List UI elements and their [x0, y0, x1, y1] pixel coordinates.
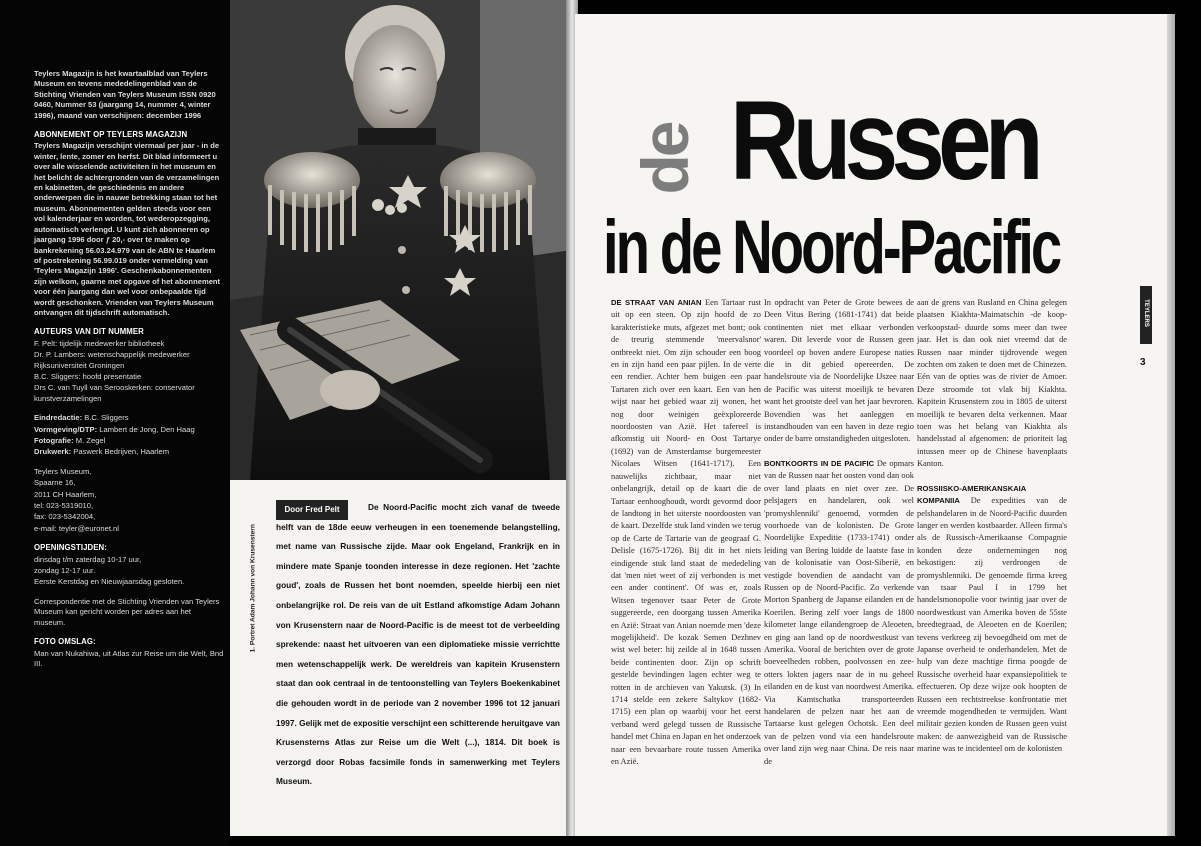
address-line: Spaarne 16,	[34, 478, 76, 488]
article-column-2	[764, 297, 914, 768]
credit-line: Drukwerk: Paswerk Bedrijven, Haarlem	[34, 447, 170, 457]
correspondence-text: Correspondentie met de Stichting Vrienden van Teylers Museum kan gericht worden per adres aan het museum.	[34, 596, 220, 627]
address-line: Teylers Museum,	[34, 466, 92, 476]
page-edge	[1167, 14, 1175, 836]
section-heading: ROSSIISKO-AMERIKANSKAIA KOMPANIIA	[917, 483, 1027, 506]
author-line: Drs C. van Tuyll van Serooskerken: conservator kunstverzamelingen	[34, 383, 195, 403]
title-de: de	[628, 123, 702, 195]
author-line: Dr. P. Lambers: wetenschappelijk medewerker Rijksuniversiteit Groningen	[34, 350, 190, 370]
author-line: F. Pelt: tijdelijk medewerker bibliotheek	[34, 338, 165, 348]
address-line: e-mail: teyler@euronet.nl	[34, 523, 119, 533]
section-heading: DE STRAAT VAN ANIAN	[611, 298, 702, 307]
article-column-1	[611, 297, 761, 768]
column-text: De expedities van de pelshandelaren in de Noord-Pacific duurden langer en werden kostbaarder. Alleen firma's als de Russisch-Amerikaanse Compagnie konden deze ondernemingen nog bekostigen: zij verdrongen de promyshlenniki. De genoemde firma kreeg van tsaar Paul I in 1799 het handelsmonopolie voor twintig jaar over de noordwestkust van Amerika boven de 55ste breedtegraad, de Aleoeten en de Koerilen; tevens verkreeg zij bevoegdheid om met de Japanse overheid te onderhandelen. Met de hulp van deze machtige firma poogde de Russische overheid haar expansiepolitiek te effectueren. Op deze wijze ook hoopten de Russen een rechtstreekse konfrontatie met vreemde mogendheden te vermijden. Want militair gezien konden de Russen geen vuist maken: de aanwezigheid van de Russische marine was te incidenteel om de kolonisten	[917, 496, 1068, 754]
section-heading: BONTKOORTS IN DE PACIFIC	[764, 458, 875, 468]
figure-caption: 1. Portret Adam Johann von Krusenstern	[249, 524, 257, 653]
credit-line: Eindredactie: B.C. Sliggers	[34, 413, 129, 423]
address-line: tel: 023-5319010,	[34, 501, 94, 511]
title-sub: in de Noord-Pacific	[603, 205, 1060, 290]
address-line: fax: 023-5342004,	[34, 512, 96, 522]
cover-text: Man van Nukahiwa, uit Atlas zur Reise um die Welt, Bnd III.	[34, 648, 224, 668]
author-label: Door Fred Pelt	[276, 500, 348, 520]
column-text: De opmars van de Russen naar het oosten vond dan ook over land plaats en niet over zee. De pelsjagers en handelaren, ook wel 'promyshlenniki' genoemd, vormden de voorhoede van de kolonisten. De Grote Noordelijke Expeditie (1733-1741) onder leiding van Bering luidde de laatste fase in van de kolonisatie van Oost-Siberië, en vestigde bovendien de aandacht van de Russen op de Noord-Pacific. Zo verkende Morton Spanberg de Japanse eilanden en de Koerilen. Bering zelf voer langs de 1800 kilometer lange eilandengroep de Aleoeten, en ging aan land op de noordwestkust van Amerika. Vooral de berichten over de grote boeveelheden robben, poolvossen en zee-otters lokten jagers naar de in nu geheel eilanden en de kust van noordwest Amerika. Via Kamtschatka transporteerden handelaren de pelzen naar het aan de Tartaarse kust gelegen Ochotsk. Een deel van de pelzen vond via een handelsroute over land zijn weg naar China. De reis naar de	[764, 458, 915, 766]
address-line: 2011 CH Haarlem,	[34, 489, 97, 499]
title-main: Russen	[730, 78, 1037, 203]
subscription-heading: ABONNEMENT OP TEYLERS MAGAZIJN	[34, 130, 188, 140]
author-line: B.C. Sliggers: hoofd presentatie	[34, 371, 142, 381]
column-text: Een Tartaar rust uit op een steen. Op zijn hoofd de zo karakteristieke muts, afgezet met bont; ook de treurig stemmende 'meervalsnor' ontbreekt niet. Om zijn schouder een boog en in zijn hand een paar pijlen. In de verte een rendier. Achter hem buigen een paar Tartaren zich over een kaart. Een van hen wijst naar het gebied waar zij wonen, het nog door weinigen geëxploreerde noordoosten van Azië. Het tafereel is afkomstig uit Noord- en Oost Tartarye (1692) van de Amsterdamse burgemeester Nicolaes Witsen (1641-1717). Een nauwelijks zichtbaar, maar niet onbelangrijk, detail op de kaart die de Tartaar eenhooghoudt, wordt gevormd door de landtong in het uiterste noordoosten van de kaart. Dezelfde stuk land vinden we terug op de Carte de Tartarie van de geograaf G. Delisle (1675-1726). Bij dit in het niets eindigende stuk land staat de mededeling dat 'men niet weet of zij verbonden is met een ander continent'. Of was er, zoals Witsen tegenover tsaar Peter de Grote suggereerde, een doorgang tussen Amerika en Azië: Straat van Anian noemde men 'deze mogelijkheid'. De kozak Semen Dezhnev wist wel beter: hij zeilde al in 1648 tussen beide continenten door. Zijn op schrift gestelde bevindingen lagen echter weg te rotten in de archieven van Yakutsk. (3) In 1714 stelde een zekere Saltykov (1682-1715) een plan op waarbij voor het eerst verband werd gelegd tussen de Russische handel met China en Japan en het onderzoek naar een bevaarbare route tussen Amerika en Azië.	[611, 298, 761, 767]
portrait-image	[230, 0, 571, 480]
article-column-3	[917, 297, 1067, 756]
credit-line: Vormgeving/DTP: Lambert de Jong, Den Haag	[34, 424, 195, 434]
hours-line: zondag 12-17 uur.	[34, 566, 96, 576]
cover-heading: FOTO OMSLAG:	[34, 637, 96, 647]
hours-line: Eerste Kerstdag en Nieuwjaarsdag gesloten.	[34, 577, 185, 587]
colophon-sidebar	[0, 0, 230, 846]
hours-line: dinsdag t/m zaterdag 10-17 uur,	[34, 554, 142, 564]
magazine-tag: TEYLERS	[1140, 286, 1152, 344]
subscription-text: Teylers Magazijn verschijnt viermaal per jaar - in de winter, lente, zomer en herfst. Dit blad informeert u over alle wisselende activiteiten in het museum en het belicht de achtergronden van de verzamelingen en kabinetten, de geschiedenis en andere onderwerpen die in nauwe betrekking staan tot het museum. Abonnementen gelden steeds voor een vol kalenderjaar en worden, tot wederopzegging, automatisch verlengd. U kunt zich abonneren op jaargang 1996 door ƒ 20,- over te maken op bankrekening 56.03.24.979 van de ABN te Haarlem of postrekening 56.99.019 onder vermelding van 'Teylers Magazijn 1996'. Geschenkabonnementen zijn welkom, gaarne met opgave of het abonnement voor één jaargang dan wel voor onbepaalde tijd wordt geschonken. Vrienden van Teylers Museum ontvangen dit tijdschrift automatisch.	[34, 141, 221, 317]
credit-line: Fotografie: M. Zegel	[34, 436, 106, 445]
column-text: In opdracht van Peter de Grote bewees de Deen Vitus Bering (1681-1741) dat beide continenten niet met elkaar verbonden waren. Dit leverde voor de Russen geen voordeel op boven andere Europese naties die in dit gebied opereerden. De handelsroute via de Noordelijke IJszee naar de Pacific was uiterst moeilijk te bevaren want het grootste deel van het jaar bevroren. Bovendien was het aanleggen en instandhouden van een haven in deze regio onder de barre omstandigheden uitgesloten.	[764, 298, 914, 444]
intro-paragraph: De Noord-Pacific mocht zich vanaf de tweede helft van de 18de eeuw verheugen in een toenemende belangstelling, met name van Russische zijde. Maar ook Engeland, Frankrijk en in mindere mate Spanje toonden interesse in deze regionen. Het 'zachte goud', zoals de Russen het bont noemden, speelde hierbij een niet onbelangrijke rol. De reis van de uit Estland afkomstige Adam Johann von Krusenstern naar de Noord-Pacific is de meest tot de verbeelding sprekende: naast het uitvoeren van een diplomatieke missie verrichtte men wetenschappelijk werk. De wereldreis van kapitein Krusenstern staat dan ook centraal in de tentoonstelling van Teylers Boekenkabinet die gehouden wordt in de periode van 2 november 1996 tot 12 januari 1997. Gelijk met de expositie verschijnt een schitterende heruitgave van Krusensterns Atlas zur Reise um die Welt (...), 1814. Dit boek is verzorgd door Robas facsimile fonds in samenwerking met Teylers Museum.	[276, 502, 560, 787]
hours-heading: OPENINGSTIJDEN:	[34, 543, 107, 553]
page-number: 3	[1140, 357, 1146, 368]
authors-heading: AUTEURS VAN DIT NUMMER	[34, 327, 144, 337]
colophon-text: Teylers Magazijn is het kwartaalblad van Teylers Museum en tevens mededelingenblad van de Stichting Vrienden van Teylers Museum ISSN 0920 0460, Nummer 53 (jaargang 14, nummer 4, winter 1996), maand van verschijnen: december 1996	[34, 69, 216, 120]
krusenstern-portrait-illustration	[230, 0, 571, 480]
column-text: aan de grens van Rusland en China gelegen plaatsen Kiakhta-Maimatschin -de koop-verkoopstad- duurde soms meer dan twee jaar. Het is dan ook niet vreemd dat de Russen naar minder tijdrovende wegen zochten om zaken te doen met de Chinezen. Eén van de opties was de rivier de Amoer. Deze stroomde tot vlak bij Kiakhta. Kapitein Krusenstern zou in 1805 de uiterst moeilijk te bevaren delta verkennen. Maar toen was het belang van Kiakhta als handelsstad al afgenomen: de prioriteit lag intussen meer op de Chinese havenplaats Kanton.	[917, 298, 1067, 469]
